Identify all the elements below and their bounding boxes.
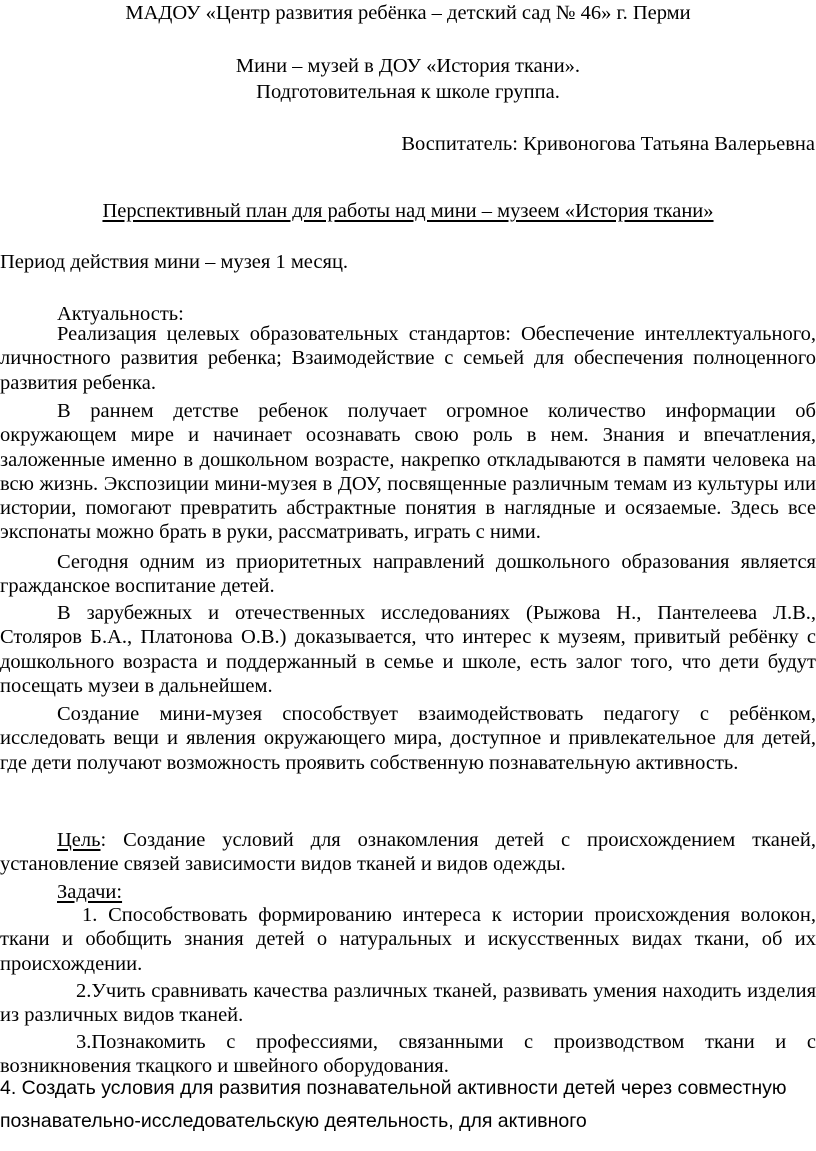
group-name: Подготовительная к школе группа.	[256, 81, 560, 103]
task-item-4-line-2: познавательно-исследовательскую деятельность, для активного	[0, 1110, 587, 1132]
relevance-paragraph-2: В раннем детстве ребенок получает огромное количество информации об окружающем мире и начинает осознавать свою роль в нем. Знания и впечатления, заложенные именно в дошкольном возрасте, накрепко откладываются в памяти человека на всю жизнь. Экспозиции мини-музея в ДОУ, посвященные различным темам из культуры или истории, помогают превратить абстрактные понятия в наглядные и осязаемые. Здесь все экспонаты можно брать в руки, рассматривать, играть с ними.	[0, 400, 816, 544]
goal-text: : Создание условий для ознакомления детей с происхождением тканей, установление связей зависимости видов тканей и видов одежды.	[0, 829, 816, 876]
relevance-paragraph-5: Создание мини-музея способствует взаимодействовать педагогу с ребёнком, исследовать вещи и явления окружающего мира, доступное и привлекательное для детей, где дети получают возможность проявить собственную познавательную активность.	[0, 703, 816, 774]
task-item-3: 3.Познакомить с профессиями, связанными с производством ткани и с возникновения ткацкого и швейного оборудования.	[0, 1031, 816, 1078]
goal-paragraph	[0, 828, 816, 877]
relevance-heading: Актуальность:	[57, 303, 184, 325]
task-item-1: 1. Способствовать формированию интереса к истории происхождения волокон, ткани и обобщить знания детей о натуральных и искусственных видах ткани, об их происхождении.	[0, 904, 816, 975]
goal-label: Цель	[57, 829, 101, 851]
teacher-name: Воспитатель: Кривоногова Татьяна Валерьевна	[401, 133, 815, 155]
task-item-2: 2.Учить сравнивать качества различных тканей, развивать умения находить изделия из различных видов тканей.	[0, 980, 816, 1027]
museum-title: Мини – музей в ДОУ «История ткани».	[235, 55, 581, 77]
tasks-heading: Задачи:	[57, 881, 123, 903]
relevance-paragraph-1: Реализация целевых образовательных стандартов: Обеспечение интеллектуального, личностного развития ребенка; Взаимодействие с семьей для обеспечения полноценного развития ребенка.	[0, 323, 816, 394]
plan-title: Перспективный план для работы над мини – музеем «История ткани»	[102, 200, 714, 222]
period-text: Период действия мини – музея 1 месяц.	[0, 251, 349, 273]
institution-header: МАДОУ «Центр развития ребёнка – детский сад № 46» г. Перми	[125, 2, 691, 24]
relevance-paragraph-3: Сегодня одним из приоритетных направлений дошкольного образования является гражданское воспитание детей.	[0, 551, 816, 598]
task-item-4-line-1: 4. Создать условия для развития познавательной активности детей через совместную	[0, 1077, 787, 1099]
relevance-paragraph-4: В зарубежных и отечественных исследованиях (Рыжова Н., Пантелеева Л.В., Столяров Б.А., Платонова О.В.) доказывается, что интерес к музеям, привитый ребёнку с дошкольного возраста и поддержанный в семье и школе, есть залог того, что дети будут посещать музеи в дальнейшем.	[0, 602, 816, 697]
